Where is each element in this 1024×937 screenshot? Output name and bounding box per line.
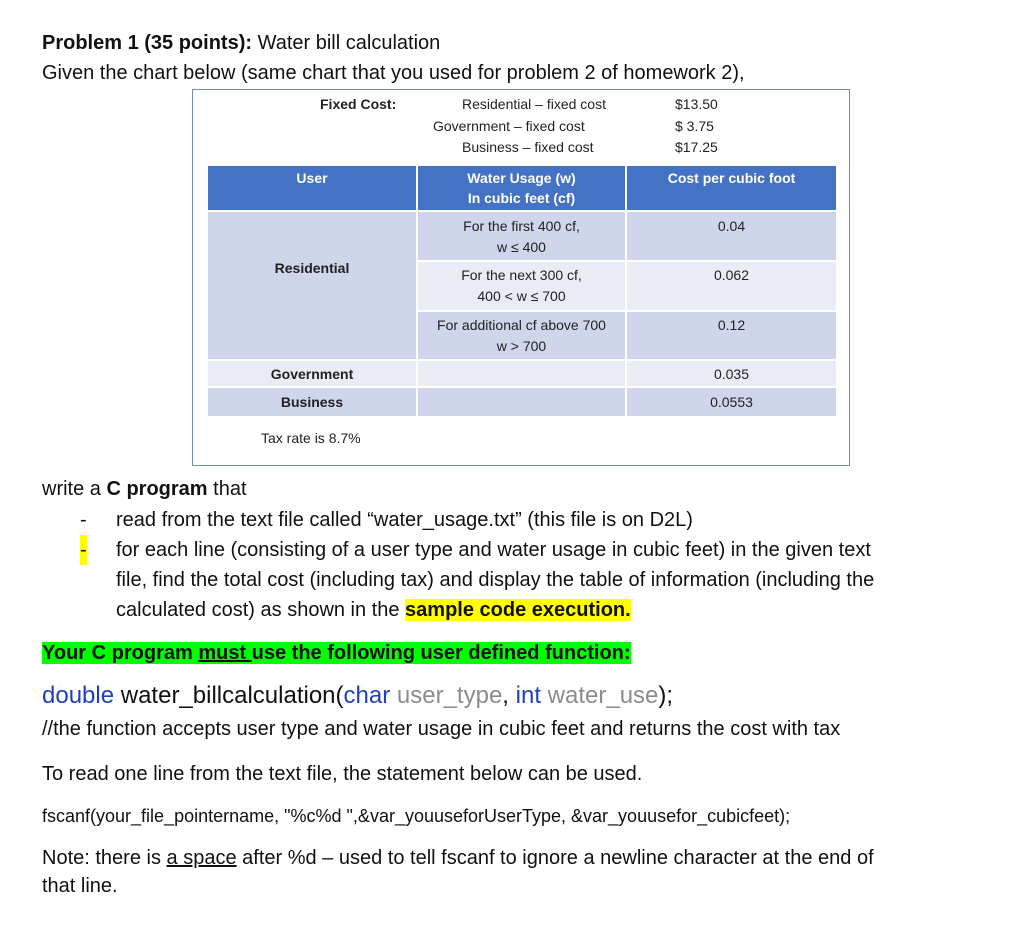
- water-rate-chart: [192, 89, 850, 466]
- sig-param-2: water_use: [541, 682, 659, 709]
- government-cost: 0.035: [713, 366, 750, 382]
- sig-function-name: water_billcalculation(: [114, 682, 344, 709]
- requirement-banner: [42, 640, 631, 666]
- problem-heading-rest: Water bill calculation: [252, 32, 441, 54]
- note-underlined: a space: [166, 847, 237, 869]
- fixed-cost-residential-label: Residential – fixed cost: [462, 96, 606, 112]
- bullet-1: read from the text file called “water_usage.txt” (this file is on D2L): [116, 509, 693, 531]
- fixed-cost-government-label: Government – fixed cost: [433, 118, 585, 134]
- function-signature: [42, 680, 673, 712]
- problem-heading-bold: Problem 1 (35 points):: [42, 32, 253, 54]
- row-separator: [208, 210, 836, 212]
- row-separator: [418, 310, 836, 312]
- sig-comma: ,: [502, 682, 516, 709]
- requirement-post: use the following user defined function:: [251, 642, 631, 664]
- note-post: after %d – used to tell fscanf to ignore a newline character at the end of: [236, 847, 874, 869]
- sig-type-2: int: [515, 682, 541, 709]
- business-label: Business: [280, 394, 344, 410]
- tier1-line1: For the first 400 cf,: [463, 218, 580, 234]
- requirement-pre: Your C program: [42, 642, 199, 664]
- function-comment: //the function accepts user type and water usage in cubic feet and returns the cost with tax: [42, 718, 841, 740]
- fixed-cost-label: Fixed Cost:: [320, 96, 397, 112]
- read-line-text: To read one line from the text file, the statement below can be used.: [42, 763, 643, 785]
- bullet-2-line3-text: calculated cost) as shown in the: [116, 599, 406, 621]
- fscanf-statement: fscanf(your_file_pointername, "%c%d ",&var_youuseforUserType, &var_youusefor_cubicfeet);: [42, 806, 791, 826]
- tax-note: Tax rate is 8.7%: [261, 430, 361, 446]
- sig-end: );: [658, 682, 674, 709]
- header-usage-line2: In cubic feet (cf): [467, 190, 576, 206]
- header-user: User: [296, 170, 328, 186]
- note-line-2: that line.: [42, 875, 118, 897]
- requirement-highlight: [42, 642, 631, 664]
- bullet-2-line3: [116, 595, 631, 625]
- bullet-dash: -: [80, 509, 87, 531]
- tier3-line1: For additional cf above 700: [437, 317, 606, 333]
- task-lead-bold: C program: [106, 478, 208, 500]
- task-bullets: [80, 505, 1010, 625]
- tier3-cost: 0.12: [717, 317, 746, 333]
- fixed-cost-residential-value: $13.50: [675, 96, 718, 112]
- intro-text: Given the chart below (same chart that you used for problem 2 of homework 2),: [42, 62, 745, 84]
- sample-execution-highlight: sample code execution.: [405, 599, 631, 621]
- problem-heading: [42, 30, 440, 56]
- note-pre: Note: there is: [42, 847, 167, 869]
- tier3-line2: w > 700: [496, 338, 547, 354]
- bullet-2-line2: file, find the total cost (including tax) and display the table of information (including the: [116, 569, 875, 591]
- requirement-must: must: [198, 642, 252, 664]
- bullet-dash-highlighted: -: [80, 535, 87, 565]
- header-usage-line1: Water Usage (w): [467, 170, 576, 186]
- task-lead-text: write a: [42, 478, 107, 500]
- bullet-2-line1: for each line (consisting of a user type and water usage in cubic feet) in the given text: [116, 539, 871, 561]
- row-separator: [208, 359, 836, 361]
- tier2-cost: 0.062: [713, 267, 750, 283]
- note-line-1: [42, 845, 874, 871]
- sig-param-1: user_type: [390, 682, 503, 709]
- header-cost: Cost per cubic foot: [667, 170, 796, 186]
- fixed-cost-business-value: $17.25: [675, 139, 718, 155]
- tier2-line1: For the next 300 cf,: [461, 267, 582, 283]
- business-cost: 0.0553: [710, 394, 753, 410]
- fixed-cost-business-label: Business – fixed cost: [462, 139, 594, 155]
- tier1-line2: w ≤ 400: [497, 239, 546, 255]
- sig-type-1: char: [343, 682, 391, 709]
- residential-user-cell: [208, 211, 416, 360]
- fixed-cost-government-value: $ 3.75: [675, 118, 714, 134]
- row-separator: [208, 386, 836, 388]
- task-lead-end: that: [207, 478, 247, 500]
- residential-label: Residential: [274, 260, 350, 276]
- row-separator: [418, 260, 836, 262]
- sig-return-type: double: [42, 682, 115, 709]
- government-label: Government: [270, 366, 354, 382]
- tier1-cost: 0.04: [717, 218, 746, 234]
- tier2-line2: 400 < w ≤ 700: [477, 288, 566, 304]
- task-lead: [42, 476, 247, 502]
